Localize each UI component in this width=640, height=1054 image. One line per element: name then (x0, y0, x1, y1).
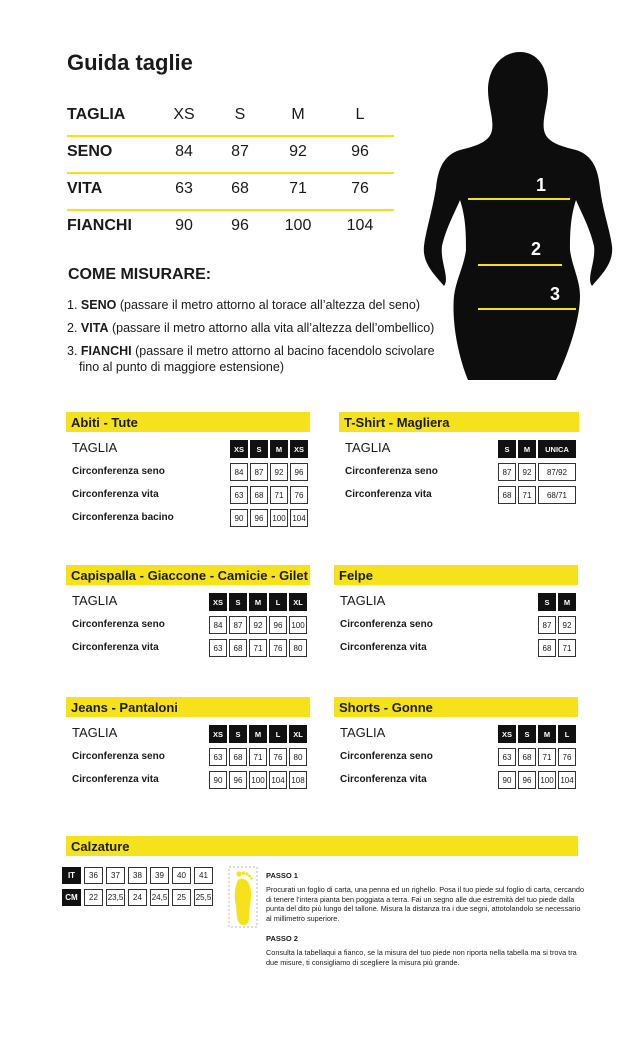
cm-size-cell: 24 (128, 889, 147, 906)
size-header-row (334, 591, 578, 614)
main-table-row-fianchi (67, 211, 394, 248)
cell: 63 (175, 180, 193, 197)
step-3 (67, 343, 457, 375)
row-label: Circonferenza vita (340, 642, 427, 653)
main-size-table (67, 100, 394, 248)
row-label: Circonferenza vita (72, 774, 159, 785)
value-cell: 68/71 (538, 486, 576, 504)
size-header-row (339, 438, 579, 461)
cell: 87 (231, 143, 249, 160)
row-label: Circonferenza seno (340, 619, 433, 630)
size-cell: L (269, 725, 287, 743)
value-cell: 80 (289, 748, 307, 766)
size-header-row (334, 723, 578, 746)
value-cell: 87 (229, 616, 247, 634)
passo-1-title: PASSO 1 (266, 871, 298, 880)
size-cell: S (229, 725, 247, 743)
hips-line (478, 308, 576, 310)
size-cell: XS (209, 725, 227, 743)
table-row (66, 769, 310, 792)
cm-size-cell: 24,5 (150, 889, 169, 906)
value-cell: 63 (498, 748, 516, 766)
value-cell: 63 (230, 486, 248, 504)
value-cell: 68 (229, 639, 247, 657)
section-felpe (334, 565, 578, 660)
value-cell: 71 (249, 748, 267, 766)
table-row (66, 484, 310, 507)
section-title: Shorts - Gonne (334, 697, 578, 717)
value-cell: 71 (270, 486, 288, 504)
value-cell: 96 (250, 509, 268, 527)
value-cell: 108 (289, 771, 307, 789)
waist-line (478, 264, 562, 266)
foot-icon (228, 866, 258, 928)
value-cell: 104 (558, 771, 576, 789)
main-table-header-label: TAGLIA (67, 106, 126, 123)
it-size-cell: 37 (106, 867, 125, 884)
table-row (334, 637, 578, 660)
table-row (66, 461, 310, 484)
size-cell: XS (498, 725, 516, 743)
row-label: Circonferenza seno (72, 619, 165, 630)
row-label: FIANCHI (67, 217, 132, 234)
value-cell: 76 (269, 748, 287, 766)
value-cell: 68 (229, 748, 247, 766)
taglia-label: TAGLIA (340, 725, 386, 740)
cell: 71 (289, 180, 307, 197)
section-jeans-pantaloni (66, 697, 310, 792)
value-cell: 104 (269, 771, 287, 789)
it-size-cell: 36 (84, 867, 103, 884)
step-2 (67, 320, 457, 336)
passo-1 (266, 871, 586, 923)
value-cell: 92 (270, 463, 288, 481)
value-cell: 87/92 (538, 463, 576, 481)
value-cell: 96 (290, 463, 308, 481)
how-to-measure-title: COME MISURARE: (68, 266, 212, 283)
value-cell: 96 (518, 771, 536, 789)
cm-size-cell: 23,5 (106, 889, 125, 906)
cm-size-cell: 22 (84, 889, 103, 906)
value-cell: 68 (518, 748, 536, 766)
size-cell: S (250, 440, 268, 458)
size-cell: S (229, 593, 247, 611)
it-size-cell: 39 (150, 867, 169, 884)
size-cell: M (249, 725, 267, 743)
value-cell: 71 (518, 486, 536, 504)
row-label: Circonferenza seno (72, 751, 165, 762)
cm-size-cell: 25 (172, 889, 191, 906)
size-cell: XS (290, 440, 308, 458)
value-cell: 92 (249, 616, 267, 634)
footwear-size-table (62, 867, 213, 911)
section-title: Calzature (66, 836, 578, 856)
size-cell: XS (209, 593, 227, 611)
value-cell: 90 (230, 509, 248, 527)
cell: 96 (351, 143, 369, 160)
section-capispalla (66, 565, 310, 660)
row-label: Circonferenza seno (345, 466, 438, 477)
step-label: FIANCHI (80, 344, 132, 358)
size-xs: XS (173, 106, 195, 123)
step-1 (67, 297, 457, 313)
value-cell: 87 (250, 463, 268, 481)
step-text: (passare il metro attorno al torace all’altezza del seno) (119, 298, 420, 312)
value-cell: 71 (538, 748, 556, 766)
section-title: T-Shirt - Magliera (339, 412, 579, 432)
value-cell: 96 (229, 771, 247, 789)
size-cell: S (498, 440, 516, 458)
value-cell: 76 (290, 486, 308, 504)
it-size-cell: 40 (172, 867, 191, 884)
page-title: Guida taglie (67, 50, 193, 75)
taglia-label: TAGLIA (72, 593, 118, 608)
section-tshirt-magliera (339, 412, 579, 507)
size-cell: XL (289, 593, 307, 611)
section-title: Felpe (334, 565, 578, 585)
value-cell: 96 (269, 616, 287, 634)
row-label: Circonferenza bacino (72, 512, 174, 523)
size-cell: S (538, 593, 556, 611)
table-row (66, 614, 310, 637)
silhouette-icon (420, 50, 620, 385)
section-title: Abiti - Tute (66, 412, 310, 432)
main-table-row-vita (67, 174, 394, 211)
table-row (334, 746, 578, 769)
passo-2-title: PASSO 2 (266, 934, 298, 943)
table-row (66, 637, 310, 660)
size-cell: S (518, 725, 536, 743)
size-m: M (291, 106, 305, 123)
size-cell: L (558, 725, 576, 743)
value-cell: 80 (289, 639, 307, 657)
marker-1: 1 (536, 175, 547, 195)
it-size-cell: 38 (128, 867, 147, 884)
main-table-header (67, 100, 394, 137)
it-row (62, 867, 213, 884)
value-cell: 71 (558, 639, 576, 657)
size-cell: M (270, 440, 288, 458)
value-cell: 84 (209, 616, 227, 634)
cell: 92 (289, 143, 307, 160)
row-label: Circonferenza seno (340, 751, 433, 762)
value-cell: 100 (270, 509, 288, 527)
value-cell: 90 (209, 771, 227, 789)
step-label: SENO (80, 298, 117, 312)
size-cell: XS (230, 440, 248, 458)
value-cell: 100 (249, 771, 267, 789)
passo-2 (266, 934, 586, 967)
passo-2-text: Consulta la tabellaqui a fianco, se la misura del tuo piede non riporta nella tabella ma si trova tra due misure, ti consigliamo di scegliere la misura più grande. (266, 948, 577, 967)
size-s: S (234, 106, 246, 123)
main-table-row-seno (67, 137, 394, 174)
value-cell: 100 (289, 616, 307, 634)
step-text: (passare il metro attorno al bacino facendolo scivolare fino al punto di maggiore estensione) (79, 344, 435, 374)
taglia-label: TAGLIA (72, 440, 118, 455)
value-cell: 76 (558, 748, 576, 766)
cell: 96 (231, 217, 249, 234)
cell: 100 (284, 217, 312, 234)
value-cell: 76 (269, 639, 287, 657)
row-label: Circonferenza vita (72, 642, 159, 653)
table-row (339, 484, 579, 507)
marker-2: 2 (531, 239, 542, 259)
how-to-measure-steps (67, 297, 457, 382)
size-cell: XL (289, 725, 307, 743)
section-abiti-tute (66, 412, 310, 530)
value-cell: 84 (230, 463, 248, 481)
cm-row (62, 889, 213, 906)
value-cell: 92 (518, 463, 536, 481)
row-label: Circonferenza vita (345, 489, 432, 500)
table-row (334, 769, 578, 792)
cm-label: CM (62, 889, 81, 906)
size-header-row (66, 438, 310, 461)
size-cell: L (269, 593, 287, 611)
body-silhouette-image (420, 50, 620, 385)
cm-size-cell: 25,5 (194, 889, 213, 906)
it-label: IT (62, 867, 81, 884)
step-number: 3. (67, 344, 78, 358)
size-header-row (66, 591, 310, 614)
section-calzature (66, 836, 578, 856)
row-label: VITA (67, 180, 103, 197)
it-size-cell: 41 (194, 867, 213, 884)
taglia-label: TAGLIA (340, 593, 386, 608)
row-label: SENO (67, 143, 113, 160)
bust-line (468, 198, 570, 200)
value-cell: 68 (538, 639, 556, 657)
value-cell: 87 (498, 463, 516, 481)
value-cell: 63 (209, 748, 227, 766)
size-cell: M (538, 725, 556, 743)
section-title: Jeans - Pantaloni (66, 697, 310, 717)
section-title: Capispalla - Giaccone - Camicie - Gilet (66, 565, 310, 585)
value-cell: 100 (538, 771, 556, 789)
cell: 76 (351, 180, 369, 197)
step-number: 2. (67, 321, 78, 335)
value-cell: 68 (250, 486, 268, 504)
cell: 104 (346, 217, 374, 234)
cell: 84 (175, 143, 193, 160)
size-header-row (66, 723, 310, 746)
value-cell: 90 (498, 771, 516, 789)
cell: 90 (175, 217, 193, 234)
value-cell: 92 (558, 616, 576, 634)
row-label: Circonferenza vita (340, 774, 427, 785)
row-label: Circonferenza vita (72, 489, 159, 500)
table-row (66, 507, 310, 530)
size-cell: M (518, 440, 536, 458)
marker-3: 3 (550, 284, 561, 304)
step-text: (passare il metro attorno alla vita all’altezza dell’ombellico) (111, 321, 435, 335)
taglia-label: TAGLIA (72, 725, 118, 740)
value-cell: 68 (498, 486, 516, 504)
size-cell: M (249, 593, 267, 611)
value-cell: 104 (290, 509, 308, 527)
row-label: Circonferenza seno (72, 466, 165, 477)
step-number: 1. (67, 298, 78, 312)
section-shorts-gonne (334, 697, 578, 792)
step-label: VITA (80, 321, 109, 335)
size-l: L (355, 106, 365, 123)
table-row (339, 461, 579, 484)
cell: 68 (231, 180, 249, 197)
table-row (334, 614, 578, 637)
passo-1-text: Procurati un foglio di carta, una penna ed un righello. Posa il tuo piede sul foglio di carta, cercando di tenere l’intera pianta ben poggiata a terra. Fai un segno alle due estremità del tuo piede dalla punta del dito più lungo del tallone. Misura la distanza tra i due segni, attotolandolo se necessario al millimetro superiore. (266, 885, 585, 923)
value-cell: 63 (209, 639, 227, 657)
table-row (66, 746, 310, 769)
value-cell: 71 (249, 639, 267, 657)
value-cell: 87 (538, 616, 556, 634)
taglia-label: TAGLIA (345, 440, 391, 455)
size-cell: UNICA (538, 440, 576, 458)
size-cell: M (558, 593, 576, 611)
